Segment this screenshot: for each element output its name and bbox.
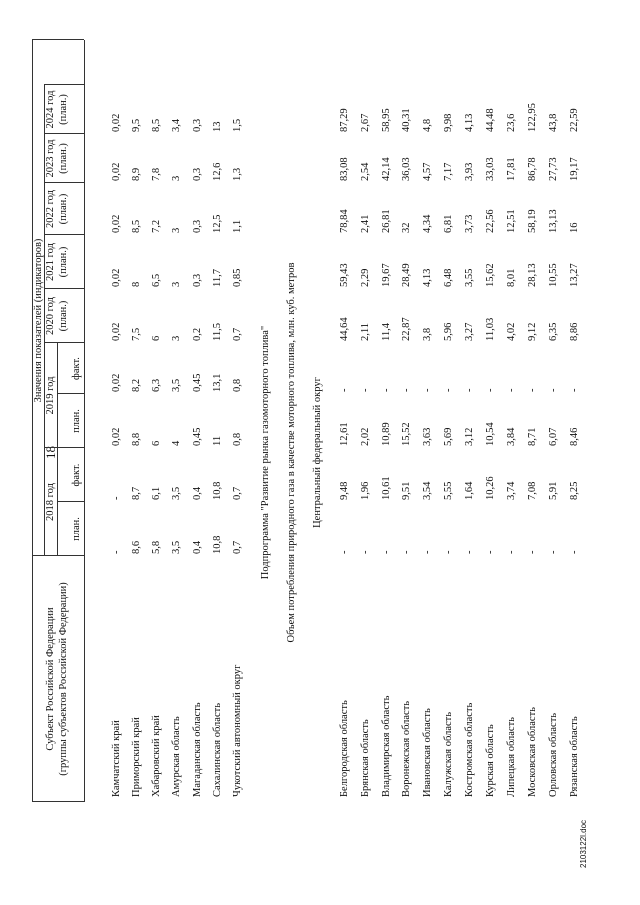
- table-cell: 11,03: [485, 317, 496, 341]
- table-cell: 0,7: [232, 327, 243, 341]
- table-cell: 2,11: [360, 323, 371, 341]
- table-cell: 1,64: [464, 481, 475, 500]
- year-header: 2023 год: [45, 139, 56, 178]
- table-row-name: Орловская область: [548, 712, 559, 797]
- table-cell: 0,02: [111, 373, 122, 392]
- table-cell: -: [443, 388, 454, 392]
- table-cell: 3,54: [422, 481, 433, 500]
- table-cell: 8,8: [131, 432, 142, 446]
- table-cell: 0,2: [192, 327, 203, 341]
- table-cell: 28,49: [401, 263, 412, 287]
- table-cell: 3,93: [464, 162, 475, 181]
- table-cell: 4,57: [422, 162, 433, 181]
- table-row-name: Рязанская область: [569, 716, 580, 797]
- footer-doc-text: 2103122l.doc: [579, 819, 588, 868]
- table-cell: 10,55: [548, 263, 559, 287]
- table-cell: 11,5: [212, 323, 223, 341]
- table-cell: 0,85: [232, 268, 243, 287]
- table-cell: 8,86: [569, 322, 580, 341]
- table-cell: 3: [171, 281, 182, 287]
- table-cell: -: [506, 388, 517, 392]
- subprogram-title: Подпрограмма "Развитие рынка газомоторного топлива": [260, 325, 271, 580]
- table-cell: 6,3: [151, 378, 162, 392]
- table-cell: 10,8: [212, 481, 223, 500]
- table-cell: 6,5: [151, 273, 162, 287]
- subheader-cell: (план.): [58, 193, 69, 225]
- table-cell: -: [485, 550, 496, 554]
- table-cell: 9,98: [443, 113, 454, 132]
- year-header: 2022 год: [45, 190, 56, 228]
- table-cell: 0,02: [111, 113, 122, 132]
- table-cell: 8,7: [131, 486, 142, 500]
- table-cell: -: [485, 388, 496, 392]
- subheader-cell: план.: [71, 517, 82, 541]
- table-cell: 43,8: [548, 113, 559, 132]
- header-right-border: [32, 39, 84, 40]
- table-cell: 13: [212, 121, 223, 132]
- table-cell: -: [381, 388, 392, 392]
- table-cell: 0,8: [232, 432, 243, 446]
- table-cell: 26,81: [381, 209, 392, 233]
- table-cell: 0,4: [192, 540, 203, 554]
- subheader-cell: план.: [71, 409, 82, 433]
- table-cell: -: [548, 388, 559, 392]
- table-cell: -: [506, 550, 517, 554]
- subheader-cell: (план.): [58, 94, 69, 125]
- table-cell: 3: [171, 227, 182, 233]
- table-cell: -: [381, 550, 392, 554]
- table-cell: -: [569, 550, 580, 554]
- table-cell: 8,6: [131, 540, 142, 554]
- table-cell: 6,1: [151, 486, 162, 500]
- table-cell: 6,48: [443, 268, 454, 287]
- table-cell: 4,8: [422, 118, 433, 132]
- table-cell: 0,02: [111, 268, 122, 287]
- table-cell: -: [527, 550, 538, 554]
- subheader-cell: факт.: [71, 463, 82, 487]
- table-cell: 3,84: [506, 427, 517, 446]
- table-cell: 7,8: [151, 167, 162, 181]
- table-cell: 0,3: [192, 167, 203, 181]
- table-cell: 0,02: [111, 427, 122, 446]
- table-cell: 3,5: [171, 378, 182, 392]
- indicator-title: Объем потребления природного газа в качестве моторного топлива, млн. куб. метров: [286, 262, 297, 643]
- table-cell: 8,46: [569, 427, 580, 446]
- table-cell: 5,69: [443, 427, 454, 446]
- table-cell: 10,54: [485, 422, 496, 446]
- table-cell: -: [401, 388, 412, 392]
- table-cell: 6: [151, 335, 162, 341]
- table-cell: 1,3: [232, 167, 243, 181]
- year-header: 2024 год: [45, 90, 56, 129]
- table-cell: -: [111, 550, 122, 554]
- table-cell: 17,81: [506, 157, 517, 181]
- table-cell: 2,41: [360, 214, 371, 233]
- table-cell: 13,27: [569, 263, 580, 287]
- table-cell: 13,1: [212, 373, 223, 392]
- table-cell: 8,01: [506, 268, 517, 287]
- footer-doc-name: [579, 819, 623, 868]
- table-cell: 8,2: [131, 378, 142, 392]
- table-cell: 4: [171, 440, 182, 446]
- table-cell: 3,5: [171, 486, 182, 500]
- table-cell: 0,3: [192, 219, 203, 233]
- table-cell: 44,64: [339, 317, 350, 341]
- table-cell: -: [401, 550, 412, 554]
- year-header: 2021 год: [45, 243, 56, 281]
- table-cell: 40,31: [401, 108, 412, 132]
- table-cell: 12,5: [212, 214, 223, 233]
- table-cell: 8: [131, 281, 142, 287]
- table-row-name: Ивановская область: [422, 708, 433, 797]
- table-cell: 122,95: [527, 103, 538, 132]
- table-cell: 32: [401, 222, 412, 233]
- table-cell: 0,45: [192, 373, 203, 392]
- table-cell: 10,61: [381, 476, 392, 500]
- header-bottom-rule: [84, 40, 85, 802]
- table-cell: 11,4: [381, 323, 392, 341]
- table-cell: 27,73: [548, 157, 559, 181]
- table-cell: 2,29: [360, 268, 371, 287]
- table-cell: 0,3: [192, 273, 203, 287]
- table-cell: 22,59: [569, 108, 580, 132]
- district-title: Центральный федеральный округ: [312, 377, 323, 528]
- table-cell: 9,12: [527, 322, 538, 341]
- table-cell: 59,43: [339, 263, 350, 287]
- table-cell: 4,13: [464, 113, 475, 132]
- table-row-name: Калужская область: [443, 711, 454, 797]
- table-row-name: Приморский край: [131, 717, 142, 797]
- table-cell: 3,27: [464, 322, 475, 341]
- table-cell: 5,8: [151, 540, 162, 554]
- table-cell: -: [443, 550, 454, 554]
- table-cell: 3,74: [506, 481, 517, 500]
- table-cell: 0,7: [232, 540, 243, 554]
- table-cell: 2,67: [360, 113, 371, 132]
- table-cell: 8,71: [527, 427, 538, 446]
- table-cell: 19,17: [569, 157, 580, 181]
- subheader-cell: факт.: [71, 357, 82, 380]
- subheader-cell: (план.): [58, 246, 69, 278]
- table-cell: 4,02: [506, 322, 517, 341]
- table-cell: 36,03: [401, 157, 412, 181]
- table-cell: 11,7: [212, 269, 223, 287]
- table-cell: 3,73: [464, 214, 475, 233]
- year-header: 2019 год: [45, 376, 56, 415]
- table-cell: 10,26: [485, 476, 496, 500]
- table-cell: -: [527, 388, 538, 392]
- subheader-cell: (план.): [58, 143, 69, 174]
- table-cell: 58,19: [527, 209, 538, 233]
- year-header: 2020 год: [45, 297, 56, 335]
- table-cell: 1,96: [360, 481, 371, 500]
- table-cell: 2,02: [360, 427, 371, 446]
- table-cell: 78,84: [339, 209, 350, 233]
- table-cell: 0,4: [192, 486, 203, 500]
- table-cell: 5,55: [443, 481, 454, 500]
- table-cell: 0,02: [111, 162, 122, 181]
- table-row-name: Липецкая область: [506, 717, 517, 797]
- table-cell: -: [360, 388, 371, 392]
- table-row-name: Курская область: [485, 724, 496, 797]
- table-cell: -: [464, 550, 475, 554]
- table-cell: 6,35: [548, 322, 559, 341]
- table-cell: 23,6: [506, 113, 517, 132]
- table-row-name: Магаданская область: [192, 702, 203, 797]
- table-cell: 3,4: [171, 118, 182, 132]
- table-cell: 7,2: [151, 219, 162, 233]
- table-row-name: Костромская область: [464, 702, 475, 797]
- table-row-name: Камчатский край: [111, 720, 122, 797]
- table-cell: 0,7: [232, 486, 243, 500]
- table-cell: 6,81: [443, 214, 454, 233]
- table-cell: -: [339, 550, 350, 554]
- table-cell: 0,8: [232, 378, 243, 392]
- table-cell: 12,51: [506, 209, 517, 233]
- table-cell: 0,02: [111, 322, 122, 341]
- table-cell: -: [422, 550, 433, 554]
- table-cell: -: [569, 388, 580, 392]
- table-cell: 8,5: [151, 118, 162, 132]
- table-cell: 4,34: [422, 214, 433, 233]
- table-cell: 3,55: [464, 268, 475, 287]
- table-cell: 22,87: [401, 317, 412, 341]
- table-cell: 7,5: [131, 327, 142, 341]
- table-row-name: Владимирская область: [381, 695, 392, 797]
- table-cell: -: [422, 388, 433, 392]
- table-cell: 3,12: [464, 427, 475, 446]
- table-row-name: Хабаровский край: [151, 715, 162, 797]
- table-cell: 16: [569, 222, 580, 233]
- table-cell: 5,91: [548, 481, 559, 500]
- page-number: 18: [43, 446, 58, 459]
- table-cell: 0,02: [111, 214, 122, 233]
- table-cell: 12,61: [339, 422, 350, 446]
- table-cell: -: [464, 388, 475, 392]
- table-cell: 3,8: [422, 327, 433, 341]
- table-row-name: Брянская область: [360, 719, 371, 797]
- table-cell: 3: [171, 175, 182, 181]
- table-cell: 8,25: [569, 481, 580, 500]
- table-cell: 8,9: [131, 167, 142, 181]
- table-cell: 4,13: [422, 268, 433, 287]
- table-cell: 2,54: [360, 162, 371, 181]
- table-cell: 5,96: [443, 322, 454, 341]
- table-cell: 15,62: [485, 263, 496, 287]
- table-row-name: Белгородская область: [339, 700, 350, 797]
- table-cell: 9,5: [131, 118, 142, 132]
- years-rule: [57, 343, 58, 556]
- table-cell: -: [548, 550, 559, 554]
- table-cell: 3: [171, 335, 182, 341]
- table-cell: 3,63: [422, 427, 433, 446]
- table-cell: 9,51: [401, 481, 412, 500]
- subheader-cell: (план.): [58, 300, 69, 332]
- table-cell: 6: [151, 440, 162, 446]
- year-header: 2018 год: [45, 483, 56, 521]
- table-row-name: Сахалинская область: [212, 703, 223, 797]
- table-cell: 87,29: [339, 108, 350, 132]
- table-row-name: Московская область: [527, 707, 538, 797]
- table-cell: 8,5: [131, 219, 142, 233]
- table-cell: -: [111, 496, 122, 500]
- table-cell: 42,14: [381, 157, 392, 181]
- subject-header-title: Субъект Российской Федерации: [45, 607, 56, 751]
- table-cell: 10,89: [381, 422, 392, 446]
- table-cell: 13,13: [548, 209, 559, 233]
- table-cell: 44,48: [485, 108, 496, 132]
- table-cell: 0,45: [192, 427, 203, 446]
- table-cell: 58,95: [381, 108, 392, 132]
- table-cell: 6,07: [548, 427, 559, 446]
- table-cell: 15,52: [401, 422, 412, 446]
- table-cell: 86,78: [527, 157, 538, 181]
- table-cell: -: [360, 550, 371, 554]
- table-cell: 0,3: [192, 118, 203, 132]
- table-row-name: Воронежская область: [401, 700, 412, 797]
- table-row-name: Чукотский автономный округ: [232, 664, 243, 797]
- table-cell: 12,6: [212, 162, 223, 181]
- table-cell: 83,08: [339, 157, 350, 181]
- table-cell: 7,08: [527, 481, 538, 500]
- table-cell: 9,48: [339, 481, 350, 500]
- table-cell: 22,56: [485, 209, 496, 233]
- table-cell: 19,67: [381, 263, 392, 287]
- table-cell: 3,5: [171, 540, 182, 554]
- table-cell: 28,13: [527, 263, 538, 287]
- table-cell: -: [339, 388, 350, 392]
- table-cell: 11: [212, 435, 223, 446]
- table-cell: 1,5: [232, 118, 243, 132]
- table-cell: 33,03: [485, 157, 496, 181]
- table-cell: 10,8: [212, 535, 223, 554]
- table-row-name: Амурская область: [171, 716, 182, 797]
- table-cell: 7,17: [443, 162, 454, 181]
- values-header-title: Значения показателей (индикаторов): [33, 238, 44, 403]
- subject-header-subtitle: (группы субъектов Российской Федерации): [58, 582, 69, 776]
- table-cell: 1,1: [232, 219, 243, 233]
